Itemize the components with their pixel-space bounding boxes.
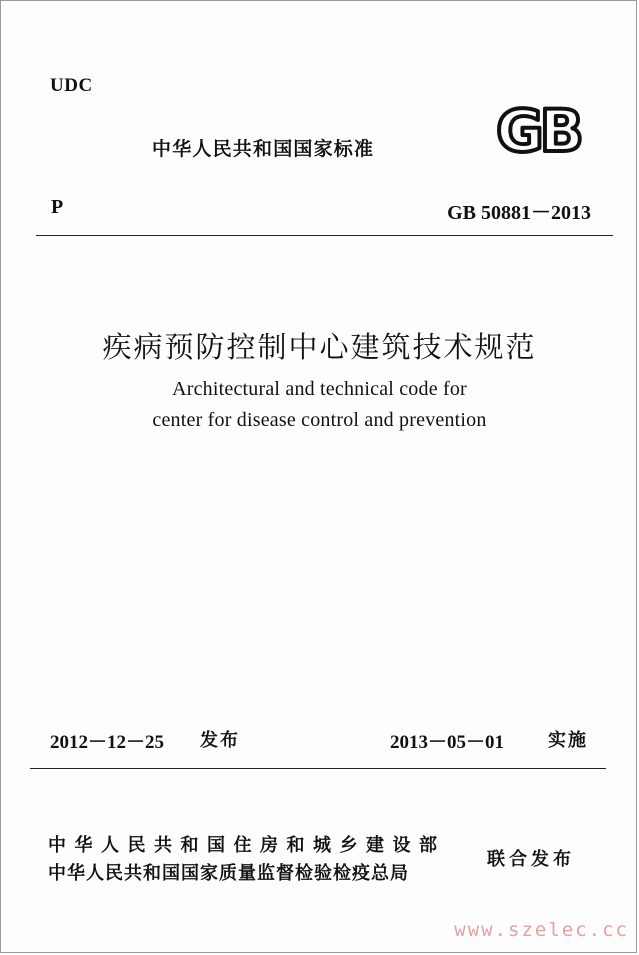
joint-issue-label: 联合发布	[487, 849, 575, 870]
issuer-aqsiq: 中华人民共和国国家质量监督检验检疫总局	[48, 863, 409, 884]
issuer-ministry-housing: 中华人民共和国住房和城乡建设部	[48, 835, 446, 856]
implementation-label: 实施	[548, 730, 588, 751]
title-english-line2: center for disease control and prevention	[152, 409, 487, 431]
watermark: www.szelec.cc	[454, 919, 629, 941]
title-chinese: 疾病预防控制中心建筑技术规范	[102, 330, 537, 364]
issue-label: 发布	[200, 730, 240, 751]
gb-logo-text: GB	[496, 102, 580, 158]
udc-label: UDC	[50, 75, 93, 96]
bottom-divider	[30, 768, 606, 769]
title-english-line1: Architectural and technical code for	[172, 378, 467, 400]
standard-number: GB 50881－2013	[447, 202, 591, 224]
implementation-date: 2013－05－01	[390, 732, 505, 753]
top-divider	[36, 235, 613, 236]
issue-date: 2012－12－25	[50, 732, 165, 753]
standard-type-heading: 中华人民共和国国家标准	[152, 138, 375, 160]
gb-logo	[483, 102, 593, 158]
category-code: P	[51, 196, 64, 218]
